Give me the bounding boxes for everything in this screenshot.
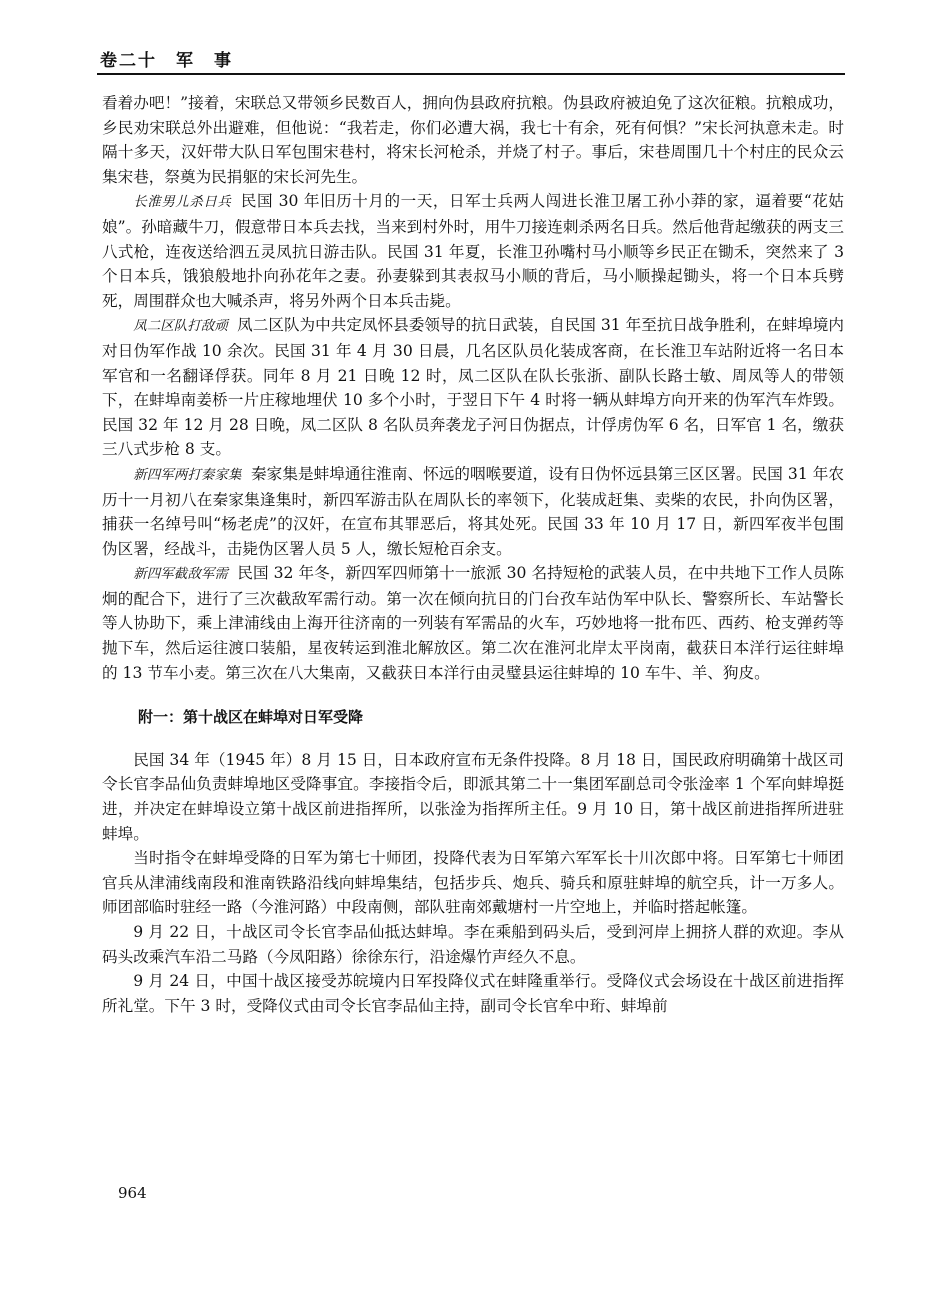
paragraph-text: 民国 30 年旧历十月的一天，日军士兵两人闯进长淮卫屠工孙小莽的家，逼着要“花姑娘”。孙暗藏牛刀，假意带日本兵去找，当来到村外时，用牛刀接连刺杀两名日兵。然后他背起缴获的两支三八式枪，连夜送给泗五灵凤抗日游击队。民国 31 年夏，长淮卫孙嘴村马小顺等乡民正在锄禾，突然来了 3 个日本兵，饿狼般地扑向孙花年之妻。孙妻躲到其表叔马小顺的背后，马小顺操起锄头，将一个日本兵劈死，周围群众也大喊杀声，将另外两个日本兵击毙。: [102, 192, 844, 310]
section-paragraph: 9 月 24 日，中国十战区接受苏皖境内日军投降仪式在蚌隆重举行。受降仪式会场设在十战区前进指挥所礼堂。下午 3 时，受降仪式由司令长官李品仙主持，副司令长官牟中珩、蚌埠前: [102, 972, 844, 1015]
paragraph-title: 长淮男儿杀日兵: [133, 194, 232, 211]
paragraph: [102, 313, 844, 462]
paragraph: [102, 462, 844, 561]
paragraph-text: 凤二区队为中共定凤怀县委领导的抗日武装，自民国 31 年至抗日战争胜利，在蚌埠境内对日伪军作战 10 余次。民国 31 年 4 月 30 日晨，几名区队员化装成客商，在长淮卫车站附近将一名日本军官和一名翻译俘获。同年 8 月 21 日晚 12 时，凤二区队在队长张浙、副队长路士敏、周凤等人的带领下，在蚌埠南姜桥一片庄稼地埋伏 10 多个小时，于翌日下午 4 时将一辆从蚌埠方向开来的伪军汽车炸毁。民国 32 年 12 月 28 日晚，凤二区队 8 名队员奔袭龙子河日伪据点，计俘虏伪军 6 名，日军官 1 名，缴获三八式步枪 8 支。: [102, 316, 845, 459]
paragraph-title: 凤二区队打敌顽: [133, 318, 228, 335]
page-number: 964: [118, 1184, 147, 1202]
page-body: [102, 91, 844, 1018]
paragraph-continued: [102, 91, 844, 189]
paragraph: [102, 189, 844, 313]
section-paragraph: 9 月 22 日，十战区司令长官李品仙抵达蚌埠。李在乘船到码头后，受到河岸上拥挤人群的欢迎。李从码头改乘汽车沿二马路（今凤阳路）徐徐东行，沿途爆竹声经久不息。: [102, 923, 844, 966]
running-header: 卷二十 军 事: [100, 51, 233, 71]
paragraph: [102, 561, 844, 685]
section-paragraph: 民国 34 年（1945 年）8 月 15 日，日本政府宣布无条件投降。8 月 18 日，国民政府明确第十战区司令长官李品仙负责蚌埠地区受降事宜。李接指令后，即派其第二十一集团军副总司令张淦率 1 个军向蚌埠挺进，并决定在蚌埠设立第十战区前进指挥所，以张淦为指挥所主任。9 月 10 日，第十战区前进指挥所进驻蚌埠。: [102, 750, 844, 843]
paragraph-text: 民国 32 年冬，新四军四师第十一旅派 30 名持短枪的武装人员，在中共地下工作人员陈炯的配合下，进行了三次截敌军需行动。第一次在倾向抗日的门台孜车站伪军中队长、警察所长、车站警长等人协助下，乘上津浦线由上海开往济南的一列装有军需品的火车，巧妙地将一批布匹、西药、枪支弹药等抛下车，然后运往渡口装船，星夜转运到淮北解放区。第二次在淮河北岸太平岗南，截获日本洋行运往蚌埠的 13 节车小麦。第三次在八大集南，又截获日本洋行由灵璧县运往蚌埠的 10 车牛、羊、狗皮。: [102, 564, 845, 682]
paragraph-title: 新四军两打秦家集: [133, 466, 242, 483]
paragraph-text: 看着办吧！”接着，宋联总又带领乡民数百人，拥向伪县政府抗粮。伪县政府被迫免了这次征粮。抗粮成功，乡民劝宋联总外出避难，但他说：“我若走，你们必遭大祸，我七十有余，死有何惧？”宋长河执意未走。时隔十多天，汉奸带大队日军包围宋巷村，将宋长河枪杀，并烧了村子。事后，宋巷周围几十个村庄的民众云集宋巷，祭奠为民捐躯的宋长河先生。: [102, 94, 844, 186]
section-paragraph: 当时指令在蚌埠受降的日军为第七十师团，投降代表为日军第六军军长十川次郎中将。日军第七十师团官兵从津浦线南段和淮南铁路沿线向蚌埠集结，包括步兵、炮兵、骑兵和原驻蚌埠的航空兵，计一万多人。师团部临时驻经一路（今淮河路）中段南侧，部队驻南郊戴塘村一片空地上，并临时搭起帐篷。: [102, 849, 844, 917]
paragraph-text: 秦家集是蚌埠通往淮南、怀远的咽喉要道，设有日伪怀远县第三区区署。民国 31 年农历十一月初八在秦家集逢集时，新四军游击队在周队长的率领下，化装成赶集、卖柴的农民，扑向伪区署，捕获一名绰号叫“杨老虎”的汉奸，在宣布其罪恶后，将其处死。民国 33 年 10 月 17 日，新四军夜半包围伪区署，经战斗，击毙伪区署人员 5 人，缴长短枪百余支。: [102, 464, 844, 558]
header-rule: [97, 73, 845, 75]
section-heading: 附一：第十战区在蚌埠对日军受降: [138, 708, 364, 727]
paragraph-title: 新四军截敌军需: [133, 566, 228, 583]
